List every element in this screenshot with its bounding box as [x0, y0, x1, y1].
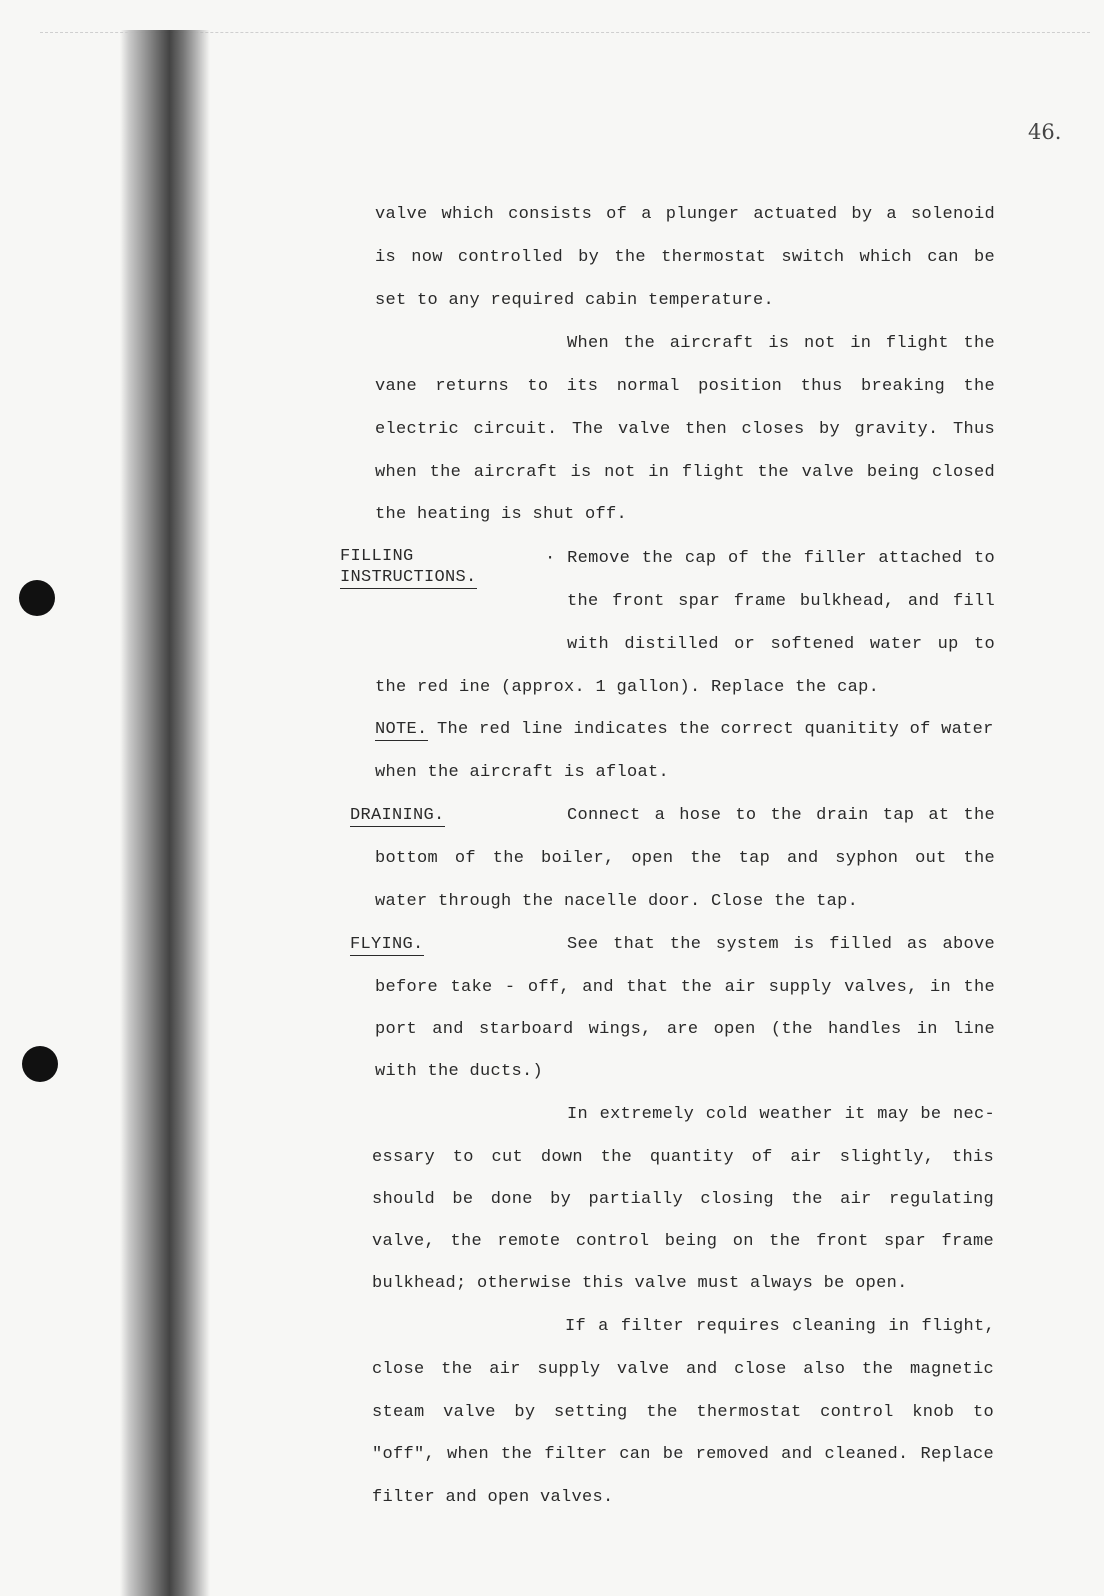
text-line: When the aircraft is not in flight the [567, 334, 995, 353]
heading-instructions: INSTRUCTIONS. [340, 568, 477, 587]
text-line: electric circuit. The valve then closes by gravity. Thus [375, 420, 995, 439]
punch-hole-top [19, 580, 55, 616]
text-line: bottom of the boiler, open the tap and syphon out the [375, 849, 995, 868]
text-line: See that the system is filled as above [567, 935, 995, 954]
text-line: port and starboard wings, are open (the handles in line [375, 1020, 995, 1039]
text-line: "off", when the filter can be removed and cleaned. Replace [372, 1445, 994, 1464]
text-line: The red line indicates the correct quanitity of water [437, 720, 994, 739]
text-line: set to any required cabin temperature. [375, 291, 775, 310]
page-number: 46. [1028, 120, 1062, 144]
text-line: the red ine (approx. 1 gallon). Replace the cap. [375, 678, 880, 697]
text-line: Connect a hose to the drain tap at the [567, 806, 995, 825]
text-line: vane returns to its normal position thus breaking the [375, 377, 995, 396]
text-line: close the air supply valve and close also the magnetic [372, 1360, 994, 1379]
text-line: In extremely cold weather it may be nec- [567, 1105, 995, 1124]
text-line: valve which consists of a plunger actuated by a solenoid [375, 205, 995, 224]
text-line: valve, the remote control being on the front spar frame [372, 1232, 994, 1251]
text-line: the heating is shut off. [375, 505, 628, 524]
text-line: water through the nacelle door. Close the tap. [375, 892, 859, 911]
text-line: essary to cut down the quantity of air slightly, this [372, 1148, 994, 1167]
text-line: · Remove the cap of the filler attached to [545, 549, 995, 568]
binding-shadow [120, 30, 210, 1596]
text-line: bulkhead; otherwise this valve must always be open. [372, 1274, 908, 1293]
note-label: NOTE. [375, 720, 428, 739]
heading-filling: FILLING [340, 547, 414, 566]
punch-hole-bottom [22, 1046, 58, 1082]
text-line: should be done by partially closing the air regulating [372, 1190, 994, 1209]
text-line: is now controlled by the thermostat switch which can be [375, 248, 995, 267]
heading-draining: DRAINING. [350, 806, 445, 825]
text-line: steam valve by setting the thermostat control knob to [372, 1403, 994, 1422]
text-line: with the ducts.) [375, 1062, 544, 1081]
text-line: before take - off, and that the air supply valves, in the [375, 978, 995, 997]
text-line: when the aircraft is not in flight the valve being closed [375, 463, 995, 482]
text-line: filter and open valves. [372, 1488, 614, 1507]
text-line: when the aircraft is afloat. [375, 763, 670, 782]
text-line: If a filter requires cleaning in flight, [565, 1317, 995, 1336]
text-line: the front spar frame bulkhead, and fill [567, 592, 995, 611]
text-line: with distilled or softened water up to [567, 635, 995, 654]
heading-flying: FLYING. [350, 935, 424, 954]
